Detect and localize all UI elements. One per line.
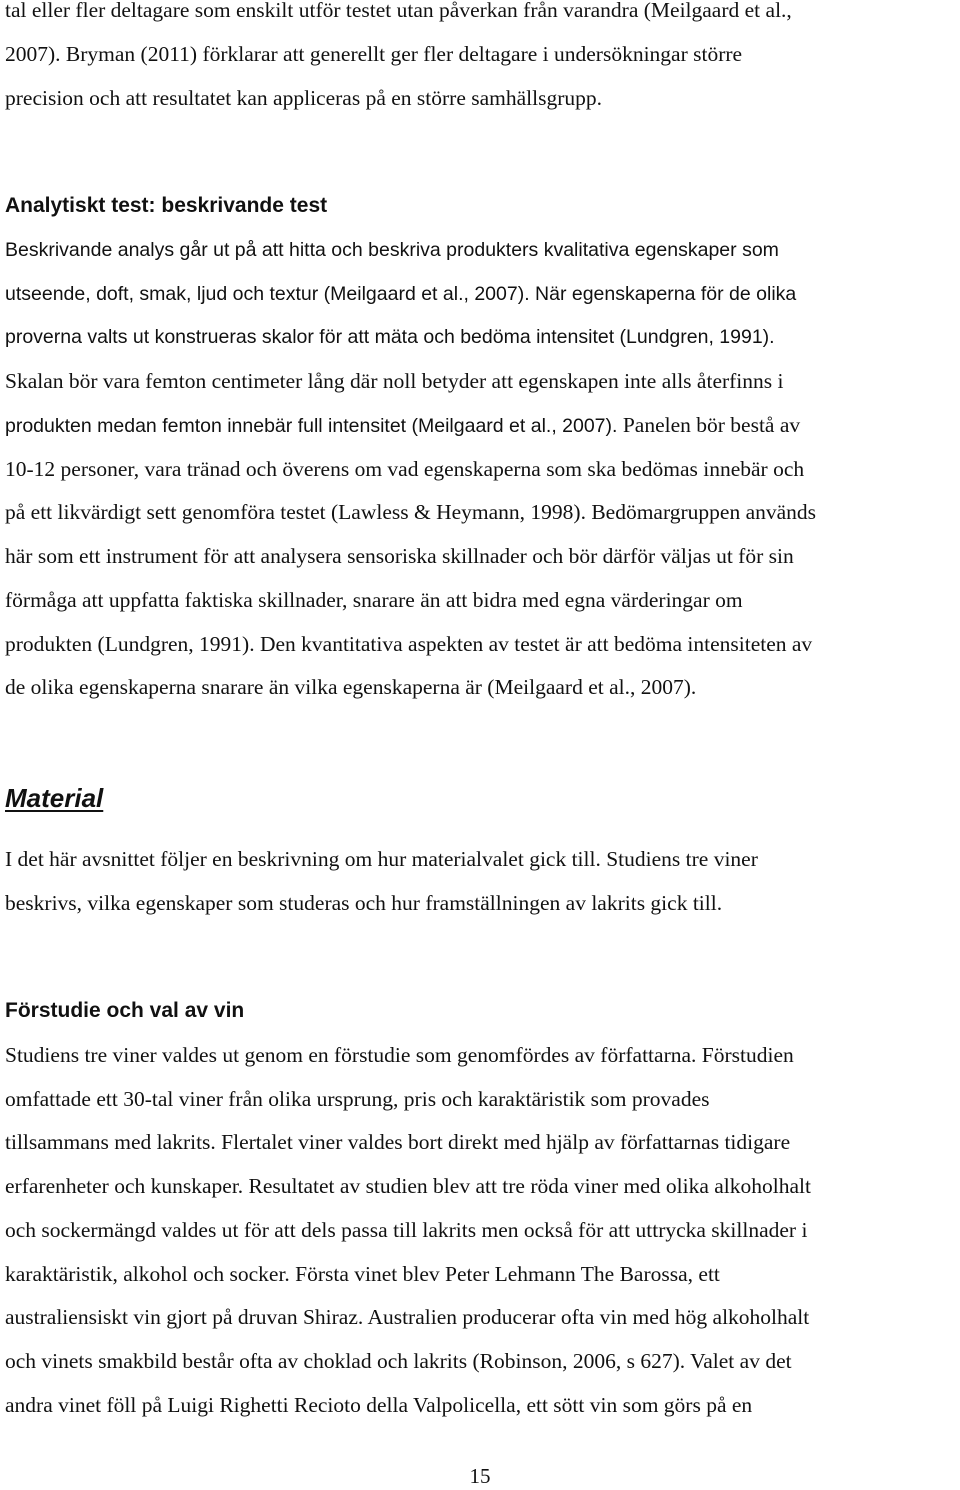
heading-material: Material xyxy=(5,783,104,813)
analytic-line-5-sans: produkten medan femton innebär full intensitet (Meilgaard et al., 2007). xyxy=(5,415,618,437)
heading-prestudy: Förstudie och val av vin xyxy=(5,999,245,1022)
prestudy-line-1: Studiens tre viner valdes ut genom en förstudie som genomfördes av författarna. Förstudien xyxy=(5,1043,794,1067)
intro-line-1: tal eller fler deltagare som enskilt utför testet utan påverkan från varandra (Meilgaard et al., xyxy=(5,0,792,22)
analytic-line-9: förmåga att uppfatta faktiska skillnader, snarare än att bidra med egna värderingar om xyxy=(5,588,743,612)
prestudy-line-8: och vinets smakbild består ofta av choklad och lakrits (Robinson, 2006, s 627). Valet av det xyxy=(5,1349,792,1373)
intro-line-3: precision och att resultatet kan appliceras på en större samhällsgrupp. xyxy=(5,86,603,110)
analytic-line-11: de olika egenskaperna snarare än vilka egenskaperna är (Meilgaard et al., 2007). xyxy=(5,675,697,699)
intro-line-2: 2007). Bryman (2011) förklarar att generellt ger fler deltagare i undersökningar större xyxy=(5,42,743,66)
material-line-2: beskrivs, vilka egenskaper som studeras och hur framställningen av lakrits gick till. xyxy=(5,891,723,915)
prestudy-line-5: och sockermängd valdes ut för att dels passa till lakrits men också för att uttrycka skillnader i xyxy=(5,1218,808,1242)
prestudy-line-6: karaktäristik, alkohol och socker. Första vinet blev Peter Lehmann The Barossa, ett xyxy=(5,1262,720,1286)
analytic-line-6: 10-12 personer, vara tränad och överens om vad egenskaperna som ska bedömas innebär och xyxy=(5,457,805,481)
page-number: 15 xyxy=(469,1464,491,1488)
prestudy-line-7: australiensiskt vin gjort på druvan Shiraz. Australien producerar ofta vin med hög alkoholhalt xyxy=(5,1305,810,1329)
analytic-line-5 xyxy=(5,411,800,440)
analytic-line-2: utseende, doft, smak, ljud och textur (Meilgaard et al., 2007). När egenskaperna för de olika xyxy=(5,283,797,305)
analytic-line-7: på ett likvärdigt sett genomföra testet (Lawless & Heymann, 1998). Bedömargruppen används xyxy=(5,500,817,524)
heading-analytic-test: Analytiskt test: beskrivande test xyxy=(5,194,328,217)
prestudy-line-2: omfattade ett 30-tal viner från olika ursprung, pris och karaktäristik som provades xyxy=(5,1087,710,1111)
analytic-line-10: produkten (Lundgren, 1991). Den kvantitativa aspekten av testet är att bedöma intensiteten av xyxy=(5,632,813,656)
analytic-line-5-serif: Panelen bör bestå av xyxy=(617,413,801,437)
analytic-line-1: Beskrivande analys går ut på att hitta och beskriva produkters kvalitativa egenskaper som xyxy=(5,239,779,261)
material-line-1: I det här avsnittet följer en beskrivning om hur materialvalet gick till. Studiens tre viner xyxy=(5,847,758,871)
analytic-line-8: här som ett instrument för att analysera sensoriska skillnader och bör därför väljas ut för sin xyxy=(5,544,794,568)
prestudy-line-3: tillsammans med lakrits. Flertalet viner valdes bort direkt med hjälp av författarnas tidigare xyxy=(5,1130,791,1154)
prestudy-line-4: erfarenheter och kunskaper. Resultatet av studien blev att tre röda viner med olika alkoholhalt xyxy=(5,1174,811,1198)
prestudy-line-9: andra vinet föll på Luigi Righetti Recioto della Valpolicella, ett sött vin som görs på en xyxy=(5,1393,753,1417)
analytic-line-4: Skalan bör vara femton centimeter lång där noll betyder att egenskapen inte alls återfinns i xyxy=(5,369,784,393)
analytic-line-3: proverna valts ut konstrueras skalor för att mäta och bedöma intensitet (Lundgren, 1991). xyxy=(5,326,775,348)
